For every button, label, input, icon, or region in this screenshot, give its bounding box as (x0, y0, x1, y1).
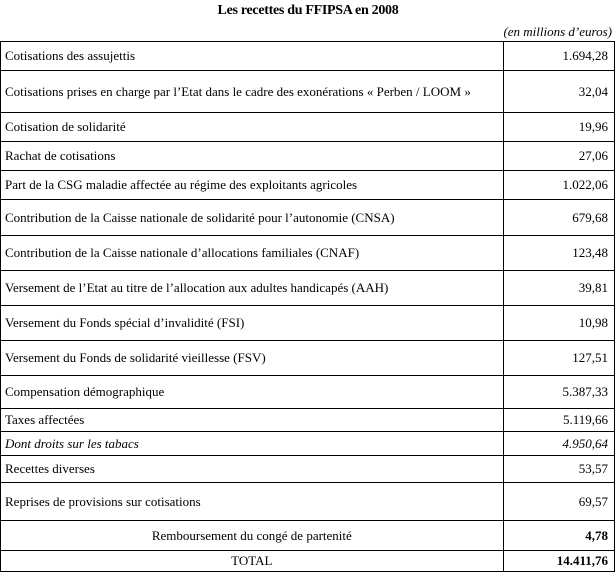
row-label: Rachat de cotisations (1, 142, 504, 171)
row-label: Cotisation de solidarité (1, 113, 504, 142)
total-label: TOTAL (1, 551, 504, 572)
row-value: 123,48 (503, 236, 614, 271)
row-value: 1.022,06 (503, 171, 614, 200)
table-row (1, 341, 615, 376)
row-value: 39,81 (503, 271, 614, 306)
table-row (1, 200, 615, 236)
row-value: 4,78 (503, 521, 614, 551)
row-value: 32,04 (503, 71, 614, 113)
row-label: Recettes diverses (1, 456, 504, 483)
table-row (1, 521, 615, 551)
row-label: Taxes affectées (1, 409, 504, 432)
row-label: Cotisations prises en charge par l’Etat dans le cadre des exonérations « Perben / LOOM » (1, 71, 504, 113)
unit-note: (en millions d’euros) (503, 24, 612, 39)
row-label: Cotisations des assujettis (1, 42, 504, 71)
row-value: 127,51 (503, 341, 614, 376)
row-label: Compensation démographique (1, 376, 504, 409)
row-value: 5.387,33 (503, 376, 614, 409)
table-row (1, 236, 615, 271)
row-label: Contribution de la Caisse nationale de solidarité pour l’autonomie (CNSA) (1, 200, 504, 236)
total-value: 14.411,76 (503, 551, 614, 572)
table-row (1, 71, 615, 113)
row-value: 27,06 (503, 142, 614, 171)
row-value: 19,96 (503, 113, 614, 142)
row-label: Part de la CSG maladie affectée au régime des exploitants agricoles (1, 171, 504, 200)
row-value: 1.694,28 (503, 42, 614, 71)
row-value: 5.119,66 (503, 409, 614, 432)
table-row (1, 376, 615, 409)
row-label: Reprises de provisions sur cotisations (1, 483, 504, 521)
row-label: Contribution de la Caisse nationale d’allocations familiales (CNAF) (1, 236, 504, 271)
table-row (1, 113, 615, 142)
table-row (1, 456, 615, 483)
row-value: 53,57 (503, 456, 614, 483)
table-row (1, 142, 615, 171)
table-row (1, 432, 615, 456)
row-label: Remboursement du congé de partenité (1, 521, 504, 551)
table-row (1, 271, 615, 306)
table-title: Les recettes du FFIPSA en 2008 (217, 3, 399, 18)
table-row (1, 42, 615, 71)
row-label: Dont droits sur les tabacs (1, 432, 504, 456)
row-value: 10,98 (503, 306, 614, 341)
total-row (1, 551, 615, 572)
row-value: 4.950,64 (503, 432, 614, 456)
row-label: Versement de l’Etat au titre de l’allocation aux adultes handicapés (AAH) (1, 271, 504, 306)
table-row (1, 306, 615, 341)
row-value: 69,57 (503, 483, 614, 521)
row-label: Versement du Fonds de solidarité vieillesse (FSV) (1, 341, 504, 376)
revenue-table (0, 41, 615, 572)
row-label: Versement du Fonds spécial d’invalidité (FSI) (1, 306, 504, 341)
table-row (1, 171, 615, 200)
table-row (1, 409, 615, 432)
row-value: 679,68 (503, 200, 614, 236)
table-row (1, 483, 615, 521)
